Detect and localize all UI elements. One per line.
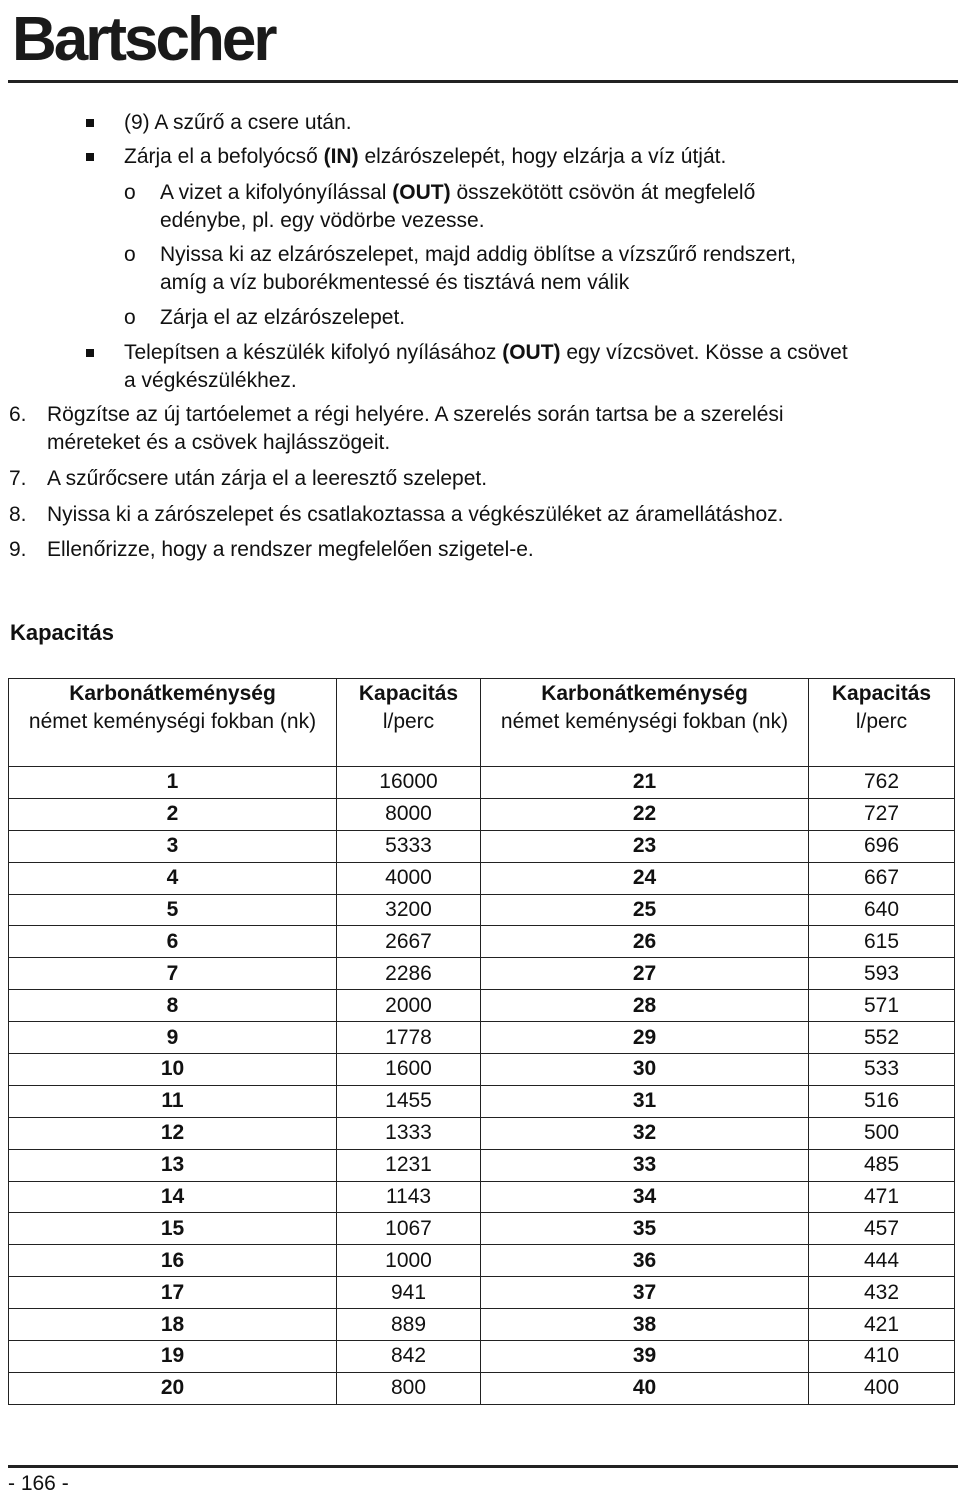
step-number: 7. (9, 467, 27, 490)
hardness-cell: 25 (481, 894, 809, 926)
table-row (9, 862, 955, 894)
capacity-cell: 615 (809, 926, 955, 958)
instruction-line: A vizet a kifolyónyílással (OUT) összekötött csövön át megfelelő (160, 181, 756, 204)
instruction-line: Rögzítse az új tartóelemet a régi helyére. A szerelés során tartsa be a szerelési (47, 403, 784, 426)
capacity-cell: 571 (809, 990, 955, 1022)
capacity-cell: 500 (809, 1117, 955, 1149)
capacity-cell: 457 (809, 1213, 955, 1245)
hardness-cell: 36 (481, 1245, 809, 1277)
table-row (9, 1277, 955, 1309)
hardness-cell: 26 (481, 926, 809, 958)
header-hardness-2: Karbonátkeménység német keménységi fokban (nk) (481, 679, 809, 767)
capacity-cell: 432 (809, 1277, 955, 1309)
capacity-cell: 1000 (337, 1245, 481, 1277)
instruction-line: a végkészülékhez. (124, 369, 297, 392)
table-header-row (9, 679, 955, 767)
capacity-cell: 410 (809, 1341, 955, 1373)
hardness-cell: 3 (9, 830, 337, 862)
table-row (9, 767, 955, 799)
hardness-cell: 10 (9, 1054, 337, 1086)
capacity-cell: 667 (809, 862, 955, 894)
header-rule (8, 80, 958, 83)
capacity-cell: 1067 (337, 1213, 481, 1245)
bartscher-logo (12, 2, 275, 74)
capacity-cell: 941 (337, 1277, 481, 1309)
capacity-cell: 533 (809, 1054, 955, 1086)
capacity-cell: 444 (809, 1245, 955, 1277)
capacity-cell: 727 (809, 798, 955, 830)
hardness-cell: 14 (9, 1181, 337, 1213)
hardness-cell: 40 (481, 1372, 809, 1404)
hardness-cell: 33 (481, 1149, 809, 1181)
header-hardness-1: Karbonátkeménység német keménységi fokban (nk) (9, 679, 337, 767)
hardness-cell: 24 (481, 862, 809, 894)
bullet-square-icon (86, 153, 94, 161)
table-row (9, 926, 955, 958)
capacity-cell: 593 (809, 958, 955, 990)
hardness-cell: 39 (481, 1341, 809, 1373)
hardness-cell: 1 (9, 767, 337, 799)
hardness-cell: 34 (481, 1181, 809, 1213)
instruction-line: Zárja el az elzárószelepet. (160, 306, 406, 329)
hardness-cell: 2 (9, 798, 337, 830)
capacity-cell: 485 (809, 1149, 955, 1181)
capacity-cell: 1231 (337, 1149, 481, 1181)
capacity-cell: 1600 (337, 1054, 481, 1086)
bullet-circle-icon: o (124, 306, 136, 329)
hardness-cell: 29 (481, 1022, 809, 1054)
hardness-cell: 20 (9, 1372, 337, 1404)
bullet-square-icon (86, 349, 94, 357)
hardness-cell: 9 (9, 1022, 337, 1054)
capacity-cell: 8000 (337, 798, 481, 830)
capacity-cell: 696 (809, 830, 955, 862)
hardness-cell: 37 (481, 1277, 809, 1309)
hardness-cell: 32 (481, 1117, 809, 1149)
capacity-cell: 2286 (337, 958, 481, 990)
hardness-cell: 31 (481, 1085, 809, 1117)
table-row (9, 1309, 955, 1341)
hardness-cell: 6 (9, 926, 337, 958)
instruction-line: amíg a víz buborékmentessé és tisztává nem válik (160, 271, 630, 294)
table-row (9, 1149, 955, 1181)
table-row (9, 1022, 955, 1054)
hardness-cell: 13 (9, 1149, 337, 1181)
capacity-cell: 889 (337, 1309, 481, 1341)
logo-wordmark: Bartscher (12, 5, 275, 74)
table-row (9, 1213, 955, 1245)
hardness-cell: 4 (9, 862, 337, 894)
capacity-cell: 552 (809, 1022, 955, 1054)
hardness-cell: 30 (481, 1054, 809, 1086)
instruction-line: edénybe, pl. egy vödörbe vezesse. (160, 209, 485, 232)
capacity-cell: 1333 (337, 1117, 481, 1149)
hardness-cell: 19 (9, 1341, 337, 1373)
hardness-cell: 11 (9, 1085, 337, 1117)
hardness-cell: 28 (481, 990, 809, 1022)
capacity-cell: 516 (809, 1085, 955, 1117)
instruction-line: (9) A szűrő a csere után. (124, 111, 352, 134)
hardness-cell: 17 (9, 1277, 337, 1309)
capacity-cell: 1778 (337, 1022, 481, 1054)
table-row (9, 1181, 955, 1213)
instruction-line: Ellenőrizze, hogy a rendszer megfelelően szigetel-e. (47, 538, 534, 561)
instruction-line: Zárja el a befolyócső (IN) elzárószelepét, hogy elzárja a víz útját. (124, 145, 727, 168)
table-row (9, 830, 955, 862)
hardness-cell: 7 (9, 958, 337, 990)
capacity-cell: 640 (809, 894, 955, 926)
header-capacity-2: Kapacitás l/perc (809, 679, 955, 767)
table-row (9, 1117, 955, 1149)
step-number: 6. (9, 403, 27, 426)
table-row (9, 798, 955, 830)
instruction-line: méreteket és a csövek hajlásszögeit. (47, 431, 391, 454)
page-number: - 166 - (8, 1472, 69, 1495)
table-row (9, 1341, 955, 1373)
step-number: 8. (9, 503, 27, 526)
capacity-cell: 471 (809, 1181, 955, 1213)
capacity-cell: 2000 (337, 990, 481, 1022)
hardness-cell: 8 (9, 990, 337, 1022)
capacity-cell: 16000 (337, 767, 481, 799)
hardness-cell: 18 (9, 1309, 337, 1341)
table-row (9, 1085, 955, 1117)
footer-rule (8, 1465, 958, 1468)
table-row (9, 1372, 955, 1404)
capacity-cell: 762 (809, 767, 955, 799)
table-row (9, 958, 955, 990)
instruction-line: Telepítsen a készülék kifolyó nyílásához (OUT) egy vízcsövet. Kösse a csövet (124, 341, 848, 364)
instruction-line: Nyissa ki az elzárószelepet, majd addig öblítse a vízszűrő rendszert, (160, 243, 797, 266)
header-capacity-1: Kapacitás l/perc (337, 679, 481, 767)
capacity-table (8, 678, 955, 1405)
capacity-cell: 5333 (337, 830, 481, 862)
capacity-cell: 4000 (337, 862, 481, 894)
capacity-cell: 1455 (337, 1085, 481, 1117)
capacity-cell: 3200 (337, 894, 481, 926)
hardness-cell: 12 (9, 1117, 337, 1149)
instruction-line: Nyissa ki a zárószelepet és csatlakoztassa a végkészüléket az áramellátáshoz. (47, 503, 784, 526)
hardness-cell: 35 (481, 1213, 809, 1245)
table-row (9, 894, 955, 926)
hardness-cell: 5 (9, 894, 337, 926)
capacity-cell: 800 (337, 1372, 481, 1404)
bullet-circle-icon: o (124, 243, 136, 266)
hardness-cell: 22 (481, 798, 809, 830)
instruction-line: A szűrőcsere után zárja el a leeresztő szelepet. (47, 467, 488, 490)
bullet-circle-icon: o (124, 181, 136, 204)
hardness-cell: 15 (9, 1213, 337, 1245)
table-row (9, 990, 955, 1022)
hardness-cell: 38 (481, 1309, 809, 1341)
section-title: Kapacitás (10, 620, 114, 645)
hardness-cell: 23 (481, 830, 809, 862)
capacity-cell: 2667 (337, 926, 481, 958)
bullet-square-icon (86, 119, 94, 127)
capacity-cell: 400 (809, 1372, 955, 1404)
step-number: 9. (9, 538, 27, 561)
capacity-cell: 421 (809, 1309, 955, 1341)
hardness-cell: 27 (481, 958, 809, 990)
capacity-cell: 842 (337, 1341, 481, 1373)
table-row (9, 1245, 955, 1277)
capacity-cell: 1143 (337, 1181, 481, 1213)
hardness-cell: 21 (481, 767, 809, 799)
table-row (9, 1054, 955, 1086)
hardness-cell: 16 (9, 1245, 337, 1277)
